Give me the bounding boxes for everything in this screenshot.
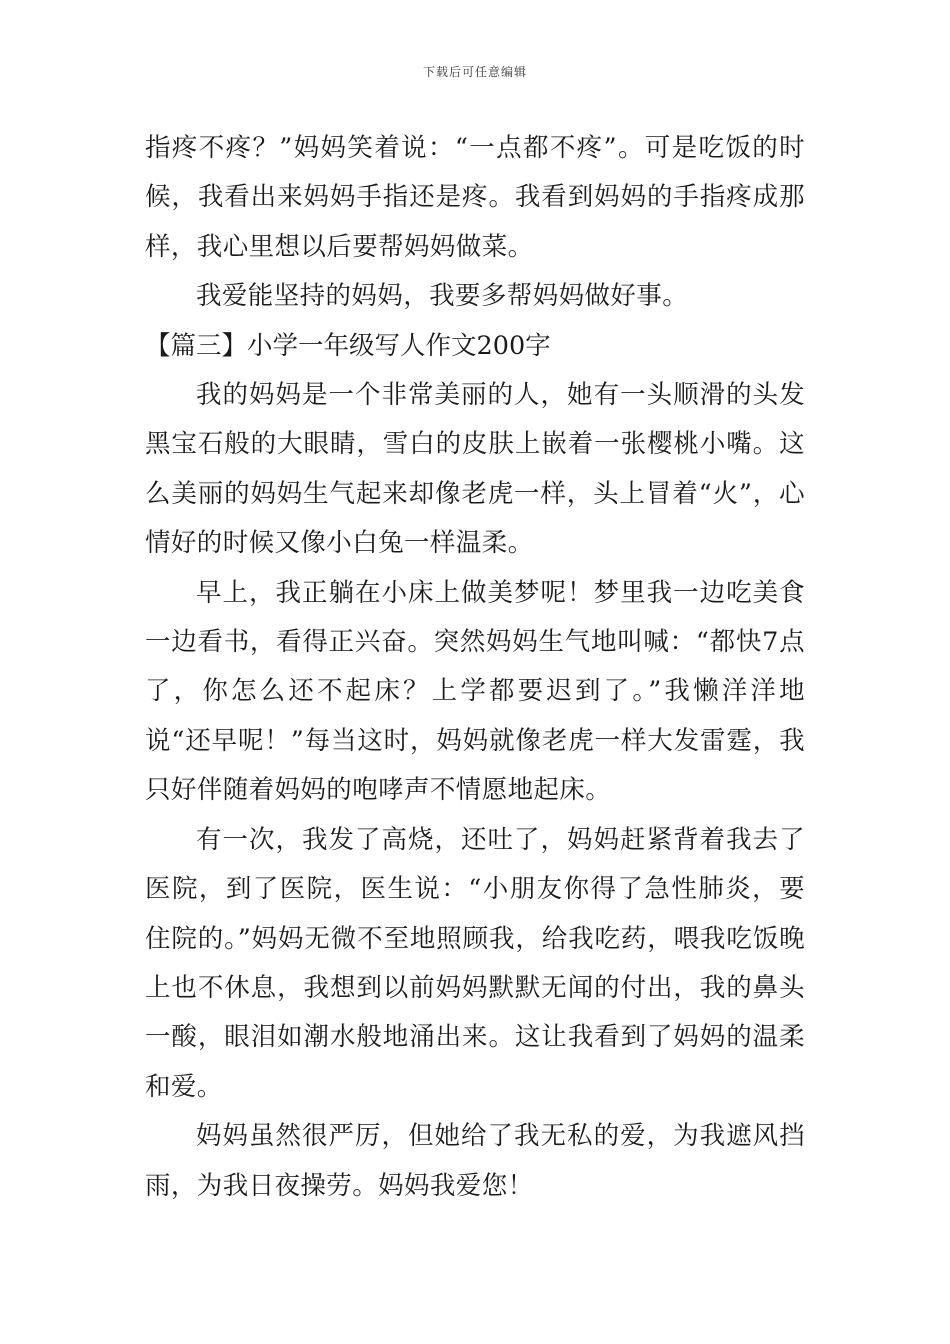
- page-header: 下载后可任意编辑: [422, 65, 527, 79]
- paragraph: 我的妈妈是一个非常美丽的人，她有一头顺滑的头发黑宝石般的大眼睛，雪白的皮肤上嵌着一张樱桃小嘴。这么美丽的妈妈生气起来却像老虎一样，头上冒着“火”，心情好的时候又像小白兔一样温柔。: [145, 380, 805, 559]
- paragraph: 有一次，我发了高烧，还吐了，妈妈赶紧背着我去了医院，到了医院，医生说：“小朋友你得了急性肺炎，要住院的。”妈妈无微不至地照顾我，给我吃药，喂我吃饭晚上也不休息，我想到以前妈妈默默无闻的付出，我的鼻头一酸，眼泪如潮水般地涌出来。这让我看到了妈妈的温柔和爱。: [145, 824, 805, 1102]
- paragraph-continuation: 指疼不疼？”妈妈笑着说：“一点都不疼”。可是吃饭的时候，我看出来妈妈手指还是疼。我看到妈妈的手指疼成那样，我心里想以后要帮妈妈做菜。: [145, 133, 805, 262]
- section-heading: 【篇三】小学一年级写人作文200字: [145, 330, 551, 361]
- document-body: [145, 124, 805, 1211]
- paragraph: 早上，我正躺在小床上做美梦呢！梦里我一边吃美食一边看书，看得正兴奋。突然妈妈生气地叫喊：“都快7点了，你怎么还不起床？上学都要迟到了。”我懒洋洋地说“还早呢！”每当这时，妈妈就像老虎一样大发雷霆，我只好伴随着妈妈的咆哮声不情愿地起床。: [145, 577, 805, 806]
- paragraph: 我爱能坚持的妈妈，我要多帮妈妈做好事。: [196, 281, 689, 312]
- paragraph: 妈妈虽然很严厉，但她给了我无私的爱，为我遮风挡雨，为我日夜操劳。妈妈我爱您！: [145, 1121, 805, 1201]
